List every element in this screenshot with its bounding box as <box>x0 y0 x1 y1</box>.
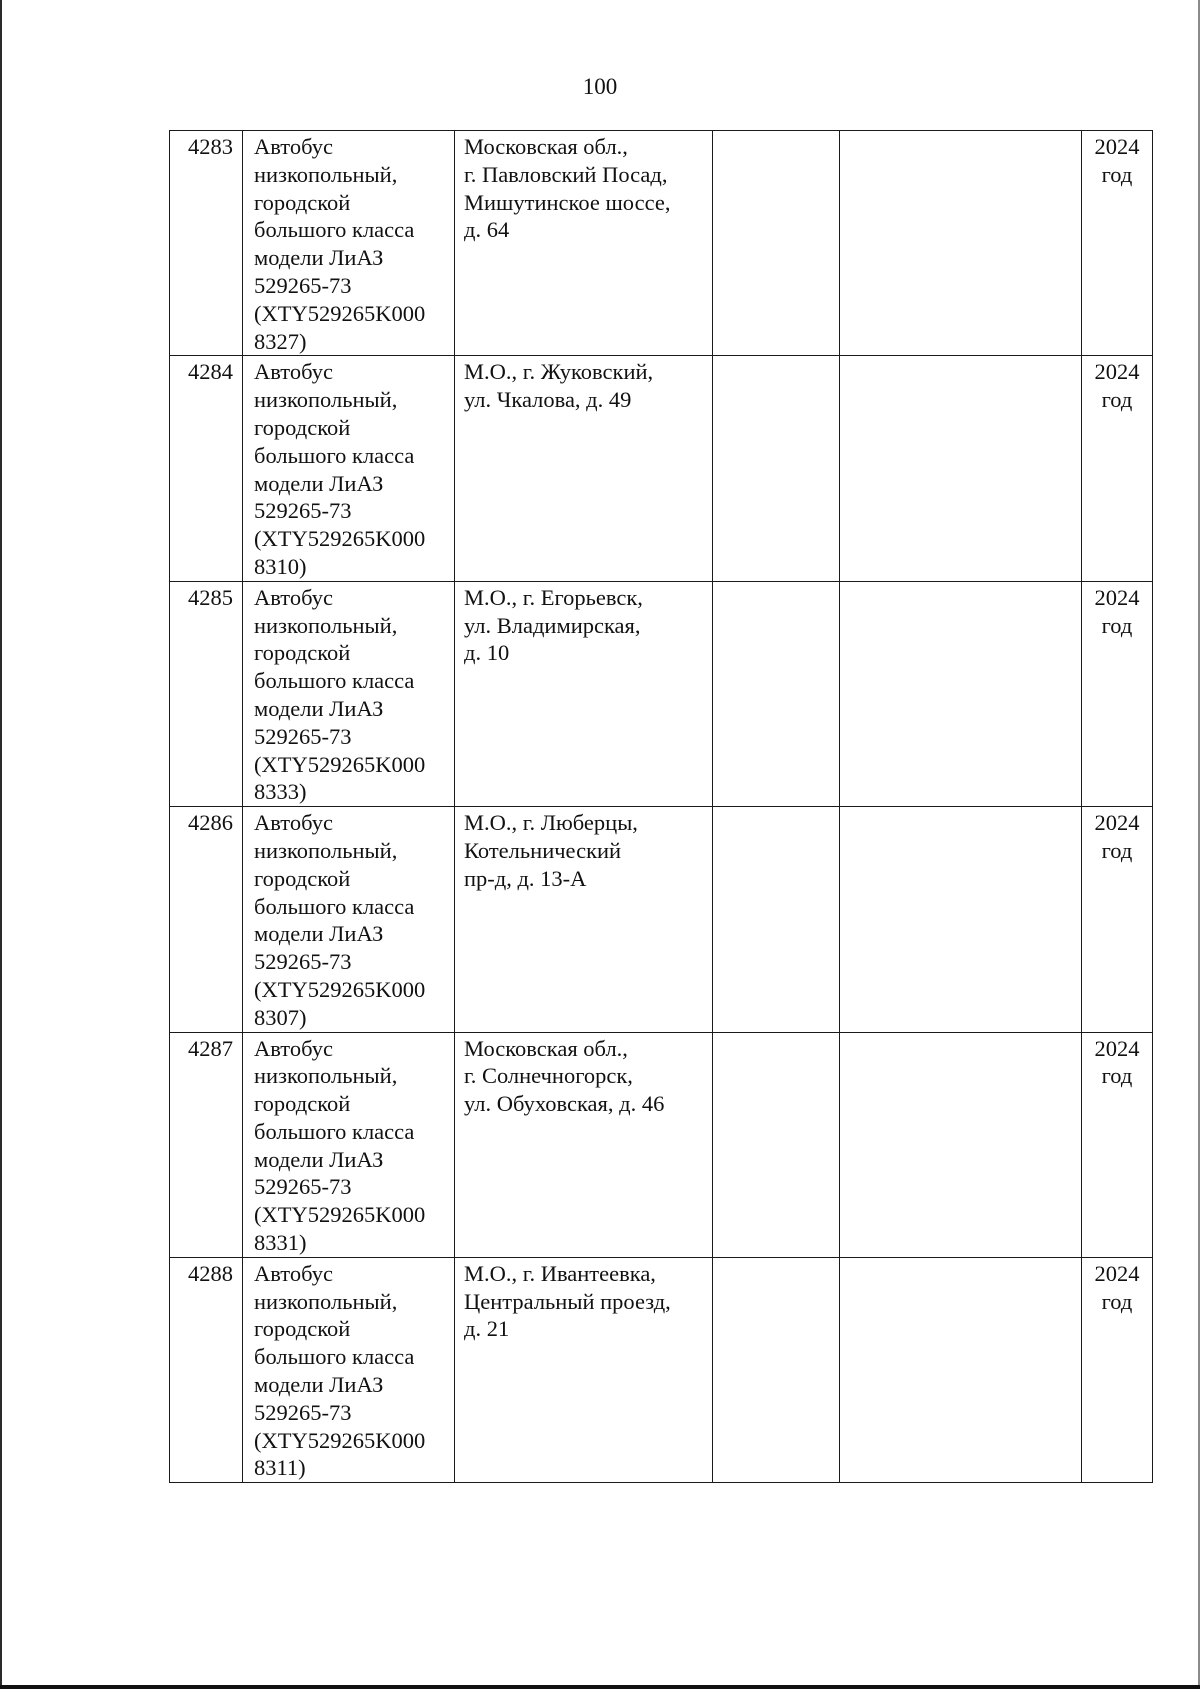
vehicle-description-line: городской <box>254 1091 351 1117</box>
vehicle-description-line: 8310) <box>254 553 307 579</box>
registry-table-body <box>170 131 1153 1483</box>
vehicle-description-line: низкопольный, <box>254 161 398 187</box>
address-line: М.О., г. Люберцы, <box>464 810 638 836</box>
vehicle-description-line: городской <box>254 414 351 440</box>
vehicle-description-line: низкопольный, <box>254 387 398 413</box>
vehicle-description-line: (XTY529265K000 <box>254 1202 426 1228</box>
year-line: год <box>1101 837 1133 863</box>
vehicle-description-line: 529265-73 <box>254 1399 352 1425</box>
empty-cell-col4 <box>713 1257 840 1482</box>
vehicle-registry-table <box>169 130 1153 1483</box>
vehicle-description-line: низкопольный, <box>254 1063 398 1089</box>
year-line: год <box>1101 161 1133 187</box>
vehicle-description-line: 529265-73 <box>254 949 352 975</box>
row-number-cell: 4284 <box>170 356 243 581</box>
vehicle-description-line: 8327) <box>254 328 307 354</box>
address-line: г. Солнечногорск, <box>464 1063 633 1089</box>
row-number-cell: 4283 <box>170 131 243 356</box>
row-number-cell: 4286 <box>170 807 243 1032</box>
vehicle-description-line: большого класса <box>254 1118 415 1144</box>
year-line: 2024 <box>1094 134 1140 159</box>
address-line: ул. Чкалова, д. 49 <box>464 387 632 413</box>
year-line: год <box>1101 1063 1133 1089</box>
table-row <box>170 356 1153 581</box>
row-number-cell: 4287 <box>170 1032 243 1257</box>
address-line: д. 10 <box>464 640 510 666</box>
year-cell <box>1082 807 1153 1032</box>
vehicle-description-line: 529265-73 <box>254 498 352 524</box>
vehicle-description-line: 529265-73 <box>254 1174 352 1200</box>
vehicle-description-line: большого класса <box>254 668 415 694</box>
year-cell <box>1082 1257 1153 1482</box>
empty-cell-col4 <box>713 1032 840 1257</box>
vehicle-description-line: модели ЛиАЗ <box>254 1372 384 1398</box>
vehicle-description-line: (XTY529265K000 <box>254 300 426 326</box>
vehicle-description-line: (XTY529265K000 <box>254 1427 426 1453</box>
vehicle-description-line: 8333) <box>254 779 307 805</box>
vehicle-description-cell <box>243 1032 455 1257</box>
vehicle-description-line: Автобус <box>254 810 333 836</box>
year-line: 2024 <box>1094 584 1140 610</box>
vehicle-description-line: низкопольный, <box>254 1288 398 1314</box>
vehicle-description-cell <box>243 356 455 581</box>
address-line: Московская обл., <box>464 134 628 159</box>
table-row <box>170 1032 1153 1257</box>
address-cell <box>455 581 713 806</box>
vehicle-description-cell <box>243 131 455 356</box>
vehicle-description-line: большого класса <box>254 442 415 468</box>
empty-cell-col5 <box>840 581 1082 806</box>
empty-cell-col5 <box>840 1257 1082 1482</box>
row-number-cell: 4285 <box>170 581 243 806</box>
scan-edge-bottom <box>0 1685 1200 1689</box>
vehicle-description-line: 8311) <box>254 1455 306 1481</box>
address-line: ул. Обуховская, д. 46 <box>464 1091 665 1117</box>
address-line: ул. Владимирская, <box>464 612 641 638</box>
address-line: пр-д, д. 13-А <box>464 865 587 891</box>
year-line: 2024 <box>1094 1260 1140 1286</box>
year-line: 2024 <box>1094 359 1140 385</box>
table-row <box>170 131 1153 356</box>
address-line: д. 21 <box>464 1316 510 1342</box>
address-cell <box>455 131 713 356</box>
address-line: Котельнический <box>464 837 622 863</box>
vehicle-description-line: 8307) <box>254 1004 307 1030</box>
vehicle-description-line: большого класса <box>254 217 415 243</box>
year-line: 2024 <box>1094 1035 1140 1061</box>
vehicle-description-line: большого класса <box>254 893 415 919</box>
year-cell <box>1082 356 1153 581</box>
vehicle-description-line: низкопольный, <box>254 837 398 863</box>
address-line: М.О., г. Жуковский, <box>464 359 654 385</box>
vehicle-description-line: городской <box>254 189 351 215</box>
empty-cell-col5 <box>840 1032 1082 1257</box>
vehicle-description-cell <box>243 581 455 806</box>
vehicle-description-line: 529265-73 <box>254 723 352 749</box>
vehicle-description-line: Автобус <box>254 1035 333 1061</box>
page-number: 100 <box>582 74 618 99</box>
table-row <box>170 807 1153 1032</box>
year-line: год <box>1101 387 1133 413</box>
vehicle-description-line: большого класса <box>254 1344 415 1370</box>
vehicle-description-line: низкопольный, <box>254 612 398 638</box>
address-cell <box>455 1257 713 1482</box>
vehicle-description-line: 529265-73 <box>254 272 352 298</box>
empty-cell-col4 <box>713 356 840 581</box>
vehicle-description-line: городской <box>254 640 351 666</box>
vehicle-description-line: Автобус <box>254 134 333 159</box>
vehicle-description-line: (XTY529265K000 <box>254 751 426 777</box>
empty-cell-col5 <box>840 131 1082 356</box>
vehicle-description-line: (XTY529265K000 <box>254 526 426 552</box>
address-line: М.О., г. Ивантеевка, <box>464 1260 656 1286</box>
year-cell <box>1082 131 1153 356</box>
year-line: год <box>1101 1288 1133 1314</box>
table-row <box>170 1257 1153 1482</box>
vehicle-description-line: 8331) <box>254 1230 307 1256</box>
vehicle-description-line: модели ЛиАЗ <box>254 470 384 496</box>
empty-cell-col5 <box>840 807 1082 1032</box>
address-cell <box>455 356 713 581</box>
scan-edge-left <box>0 0 2 1689</box>
empty-cell-col4 <box>713 807 840 1032</box>
vehicle-description-line: модели ЛиАЗ <box>254 1146 384 1172</box>
address-cell <box>455 807 713 1032</box>
address-line: г. Павловский Посад, <box>464 161 668 187</box>
vehicle-description-line: Автобус <box>254 584 333 610</box>
row-number-cell: 4288 <box>170 1257 243 1482</box>
vehicle-description-line: модели ЛиАЗ <box>254 245 384 271</box>
address-line: д. 64 <box>464 217 510 243</box>
vehicle-description-line: городской <box>254 865 351 891</box>
address-line: Центральный проезд, <box>464 1288 671 1314</box>
address-line: М.О., г. Егорьевск, <box>464 584 643 610</box>
year-cell <box>1082 1032 1153 1257</box>
empty-cell-col4 <box>713 131 840 356</box>
empty-cell-col5 <box>840 356 1082 581</box>
address-line: Московская обл., <box>464 1035 628 1061</box>
year-line: год <box>1101 612 1133 638</box>
vehicle-description-line: Автобус <box>254 359 333 385</box>
vehicle-description-line: (XTY529265K000 <box>254 976 426 1002</box>
table-row <box>170 581 1153 806</box>
year-cell <box>1082 581 1153 806</box>
address-line: Мишутинское шоссе, <box>464 189 671 215</box>
vehicle-description-cell <box>243 1257 455 1482</box>
vehicle-description-line: городской <box>254 1316 351 1342</box>
vehicle-description-line: модели ЛиАЗ <box>254 921 384 947</box>
vehicle-description-cell <box>243 807 455 1032</box>
address-cell <box>455 1032 713 1257</box>
vehicle-description-line: модели ЛиАЗ <box>254 695 384 721</box>
year-line: 2024 <box>1094 810 1140 836</box>
empty-cell-col4 <box>713 581 840 806</box>
vehicle-description-line: Автобус <box>254 1260 333 1286</box>
